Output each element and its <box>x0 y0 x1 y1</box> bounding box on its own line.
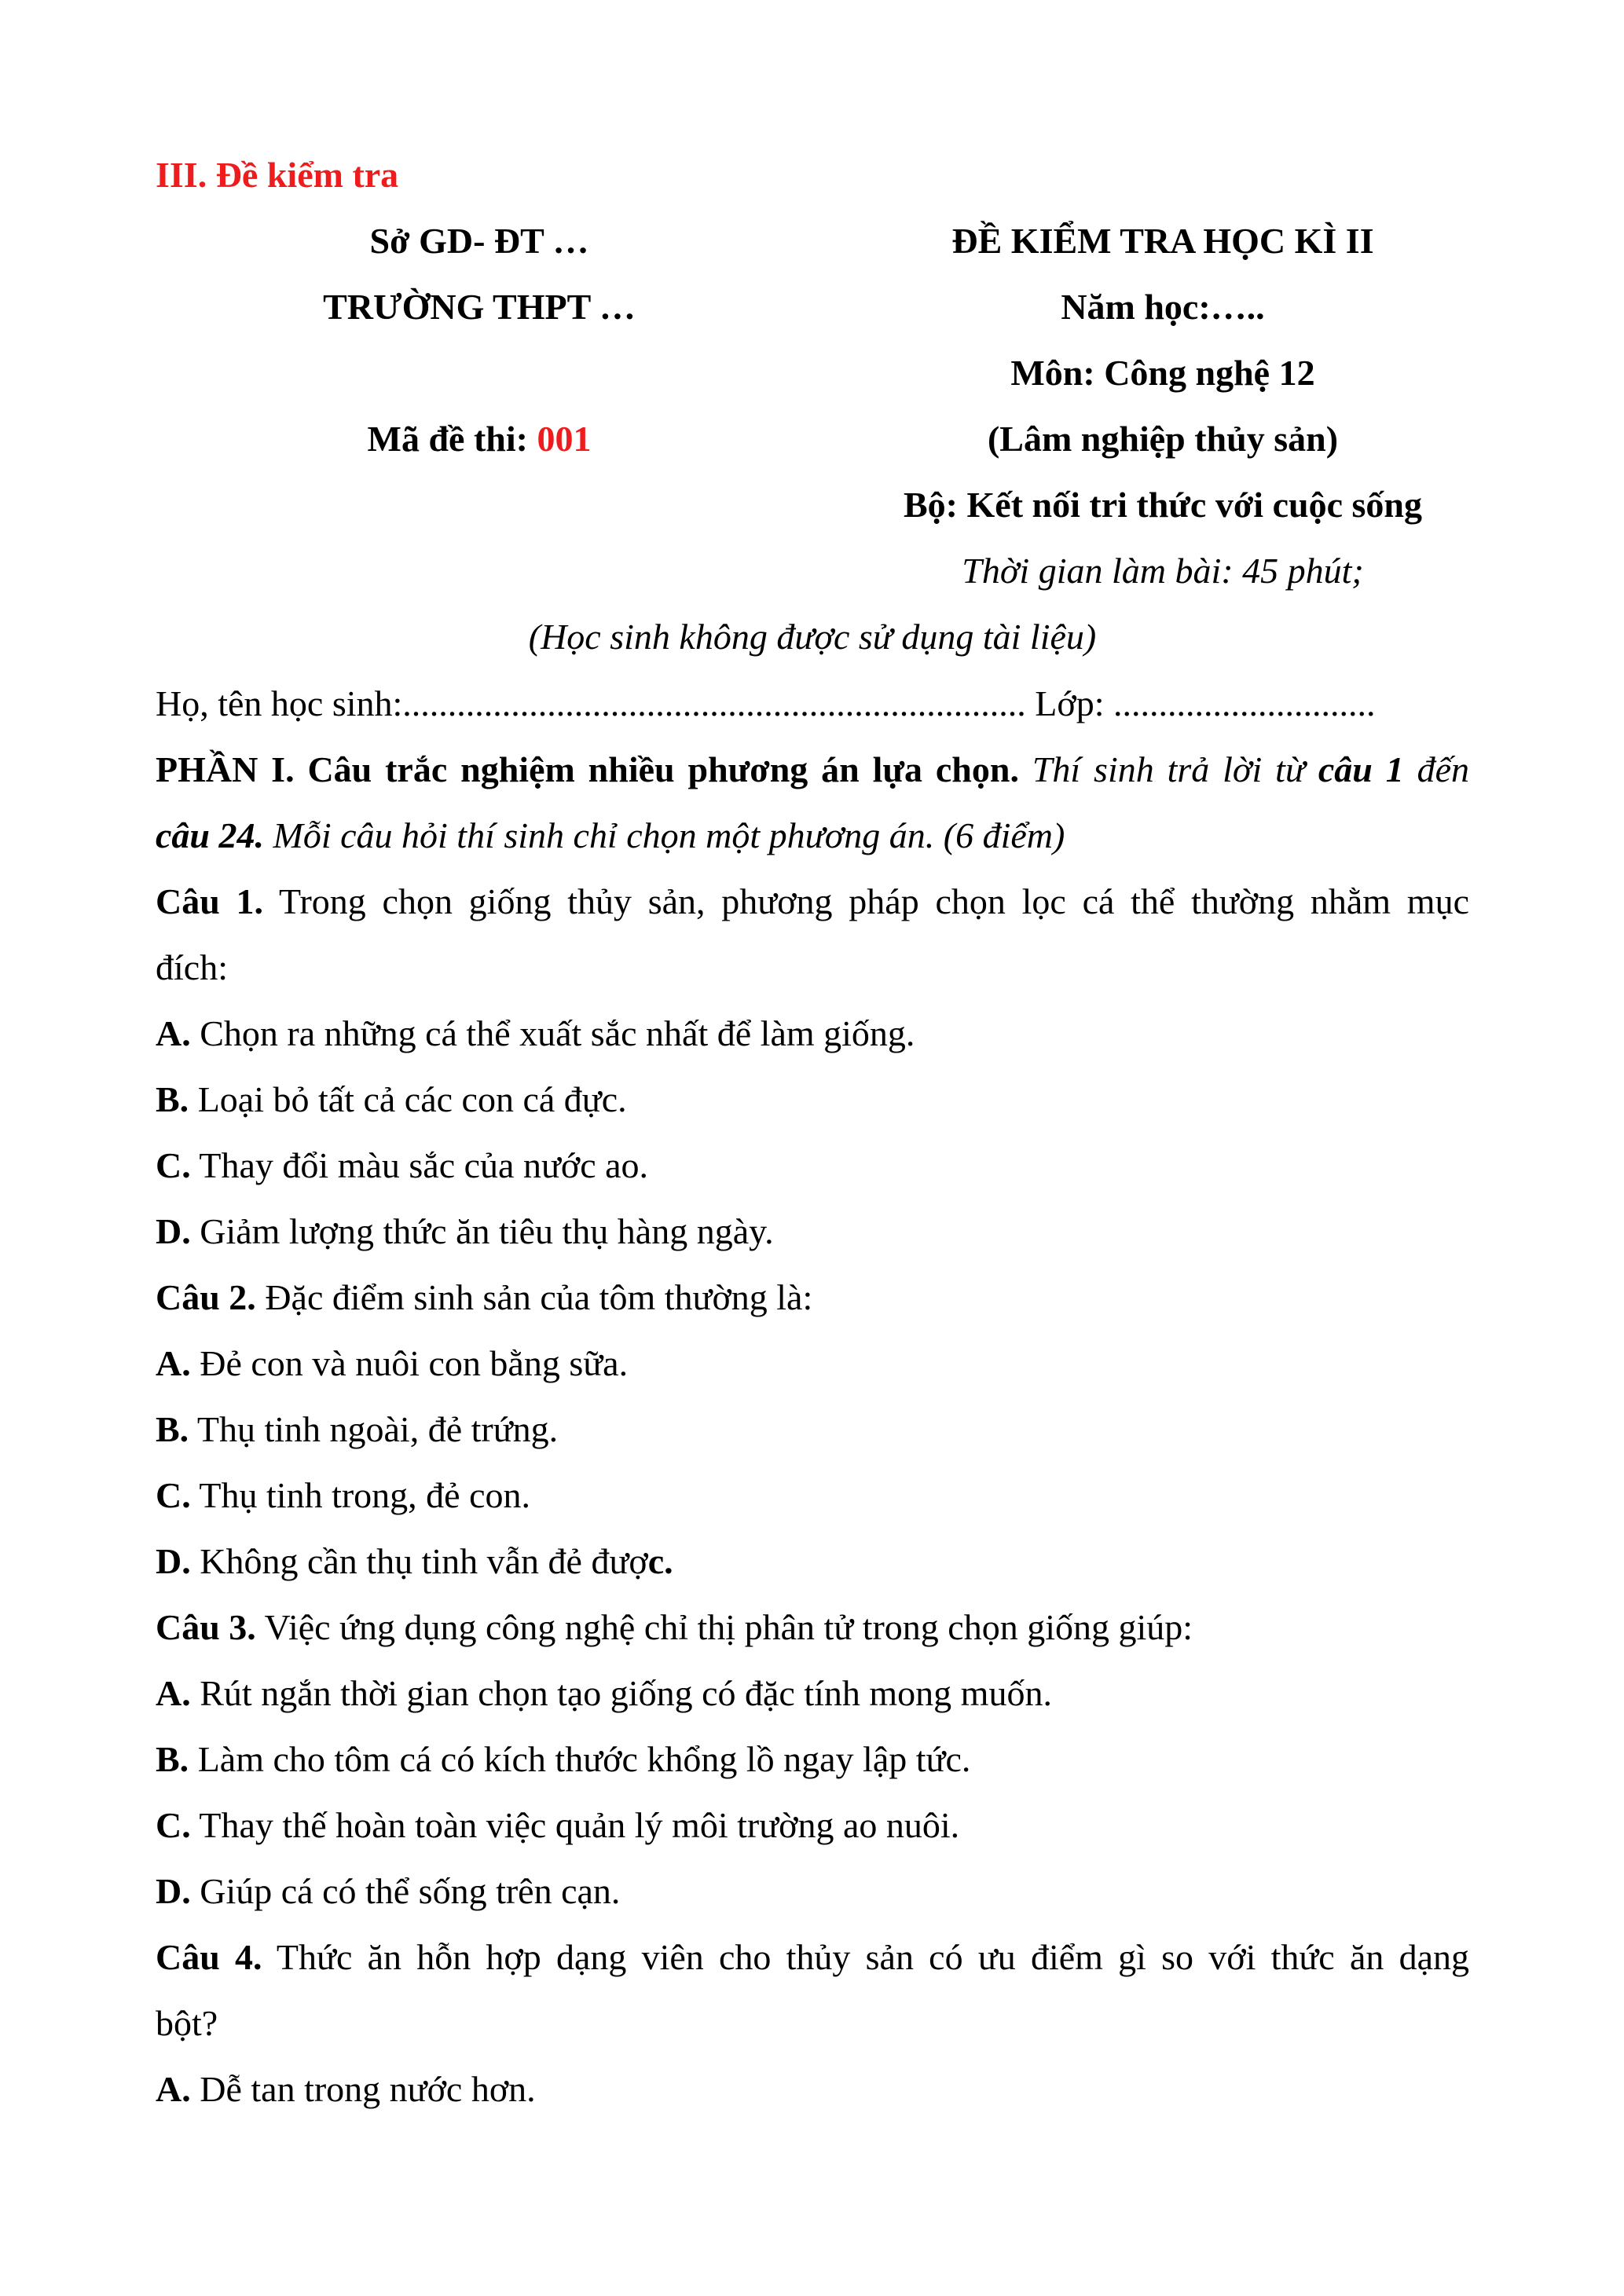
department-name: Sở GD- ĐT … <box>369 221 589 261</box>
question-label: Câu 1. <box>156 881 264 921</box>
option-text: Thay thế hoàn toàn việc quản lý môi trường ao nuôi. <box>190 1805 960 1845</box>
option-2b <box>156 1408 1469 1451</box>
option-text-tail: c. <box>647 1541 673 1581</box>
option-text: Đẻ con và nuôi con bằng sữa. <box>190 1343 629 1383</box>
option-text: Giảm lượng thức ăn tiêu thụ hàng ngày. <box>190 1211 774 1251</box>
question-4-line2: bột? <box>156 2003 218 2043</box>
question-text: Trong chọn giống thủy sản, phương pháp chọn lọc cá thể thường nhằm mục <box>263 881 1470 921</box>
option-text: Chọn ra những cá thể xuất sắc nhất để làm giống. <box>190 1013 915 1053</box>
option-letter: A. <box>156 2069 191 2109</box>
option-letter: C. <box>156 1805 191 1845</box>
option-text: Rút ngắn thời gian chọn tạo giống có đặc tính mong muốn. <box>190 1673 1052 1713</box>
part1-title: PHẦN I. Câu trắc nghiệm nhiều phương án lựa chọn. <box>156 749 1019 789</box>
question-label: Câu 3. <box>156 1607 256 1647</box>
question-1-line2: đích: <box>156 947 228 987</box>
option-letter: C. <box>156 1145 191 1185</box>
option-text: Loại bỏ tất cả các con cá đực. <box>189 1079 627 1119</box>
part1-instr-b: câu 1 <box>1318 749 1404 789</box>
option-text: Giúp cá có thể sống trên cạn. <box>190 1871 621 1911</box>
option-1b <box>156 1078 1469 1121</box>
exam-title: ĐỀ KIỂM TRA HỌC KÌ II <box>951 221 1374 261</box>
question-label: Câu 4. <box>156 1937 262 1977</box>
exam-code-value: 001 <box>537 419 592 459</box>
option-text: Làm cho tôm cá có kích thước khổng lồ ngay lập tức. <box>189 1739 971 1779</box>
question-2 <box>156 1276 1469 1319</box>
option-2c <box>156 1474 1469 1517</box>
option-letter: A. <box>156 1673 191 1713</box>
option-letter: A. <box>156 1343 191 1383</box>
option-2d <box>156 1540 1469 1583</box>
option-3b <box>156 1738 1469 1781</box>
option-text: Thụ tinh ngoài, đẻ trứng. <box>189 1409 559 1449</box>
question-text: Việc ứng dụng công nghệ chỉ thị phân tử trong chọn giống giúp: <box>255 1607 1193 1647</box>
school-year: Năm học:….. <box>1061 287 1265 327</box>
option-letter: D. <box>156 1871 191 1911</box>
option-letter: D. <box>156 1211 191 1251</box>
question-text: Thức ăn hỗn hợp dạng viên cho thủy sản có ưu điểm gì so với thức ăn dạng <box>262 1937 1469 1977</box>
option-4a <box>156 2067 1469 2111</box>
option-text: Không cần thụ tinh vẫn đẻ đượ <box>190 1541 648 1581</box>
option-text: Thay đổi màu sắc của nước ao. <box>190 1145 649 1185</box>
exam-duration: Thời gian làm bài: 45 phút; <box>962 551 1364 591</box>
subject-detail: (Lâm nghiệp thủy sản) <box>987 419 1339 459</box>
option-text: Dễ tan trong nước hơn. <box>190 2069 536 2109</box>
option-text: Thụ tinh trong, đẻ con. <box>190 1475 530 1515</box>
option-1d <box>156 1210 1469 1253</box>
question-1 <box>156 880 1469 923</box>
option-letter: D. <box>156 1541 191 1581</box>
question-label: Câu 2. <box>156 1277 256 1317</box>
question-3 <box>156 1606 1469 1649</box>
option-letter: B. <box>156 1739 189 1779</box>
part1-instr-e: Mỗi câu hỏi thí sinh chỉ chọn một phương án. (6 điểm) <box>264 815 1065 855</box>
section-title: III. Đề kiểm tra <box>156 155 399 195</box>
school-name: TRƯỜNG THPT … <box>323 287 636 327</box>
option-2a <box>156 1342 1469 1385</box>
exam-code <box>259 418 699 460</box>
exam-note: (Học sinh không được sử dụng tài liệu) <box>528 617 1097 657</box>
option-letter: B. <box>156 1409 189 1449</box>
option-3d <box>156 1869 1469 1913</box>
part1-instr-d: câu 24. <box>156 815 264 855</box>
option-letter: A. <box>156 1013 191 1053</box>
subject: Môn: Công nghệ 12 <box>1010 353 1315 393</box>
option-letter: C. <box>156 1475 191 1515</box>
part1-instr-a: Thí sinh trả lời từ <box>1018 749 1318 789</box>
exam-code-label: Mã đề thi: <box>367 419 537 459</box>
option-1a <box>156 1012 1469 1055</box>
part1-heading <box>156 748 1469 791</box>
part1-heading-line2 <box>156 814 1469 857</box>
book-series: Bộ: Kết nối tri thức với cuộc sống <box>904 485 1422 525</box>
student-info-line: Họ, tên học sinh:..................................................................... Lớp: ............................. <box>156 683 1376 723</box>
part1-instr-c: đến <box>1403 749 1469 789</box>
option-letter: B. <box>156 1079 189 1119</box>
question-4 <box>156 1935 1469 1979</box>
option-3c <box>156 1803 1469 1847</box>
question-text: Đặc điểm sinh sản của tôm thường là: <box>255 1277 813 1317</box>
option-1c <box>156 1144 1469 1187</box>
option-3a <box>156 1672 1469 1715</box>
